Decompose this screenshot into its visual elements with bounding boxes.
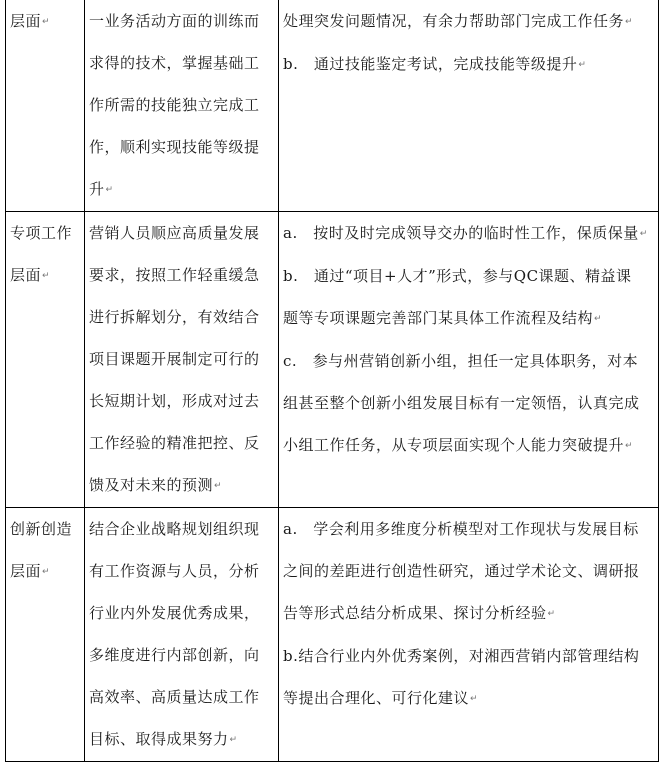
requirement-line: 营销人员顺应高质量发展	[89, 224, 260, 242]
paragraph-mark-icon: ↵	[42, 567, 50, 577]
paragraph-mark-icon: ↵	[214, 481, 222, 491]
requirement-line: 求得的技术，掌握基础工	[89, 54, 260, 72]
paragraph-mark-icon: ↵	[578, 60, 586, 70]
requirement-cell	[85, 212, 279, 508]
category-line: 层面↵	[10, 266, 50, 284]
requirement-line: 目标、取得成果努力↵	[89, 730, 238, 748]
requirement-line: 作，顺利实现技能等级提	[89, 138, 260, 156]
requirement-cell	[85, 0, 279, 212]
requirement-cell	[85, 508, 279, 762]
measure-line: 组甚至整个创新小组发展目标有一定领悟，认真完成	[283, 394, 640, 412]
requirement-line: 工作经验的精准把控、反	[89, 434, 260, 452]
measure-line: 之间的差距进行创造性研究，通过学术论文、调研报	[283, 562, 640, 580]
category-line: 层面↵	[10, 12, 50, 30]
requirement-line: 结合企业战略规划组织现	[89, 520, 260, 538]
paragraph-mark-icon: ↵	[470, 694, 478, 704]
measures-cell	[279, 508, 659, 762]
paragraph-mark-icon: ↵	[105, 185, 114, 195]
requirement-line: 有工作资源与人员，分析	[89, 562, 260, 580]
requirement-line: 一业务活动方面的训练而	[89, 12, 260, 30]
requirement-line: 高效率、高质量达成工作	[89, 688, 260, 706]
requirement-line: 作所需的技能独立完成工	[89, 96, 260, 114]
measure-line: 等提出合理化、可行化建议↵	[283, 689, 478, 707]
measure-line: c. 参与州营销创新小组，担任一定具体职务，对本	[283, 352, 639, 370]
requirement-line: 馈及对未来的预测↵	[89, 476, 222, 494]
table-row	[6, 212, 659, 508]
category-cell	[6, 212, 85, 508]
paragraph-mark-icon: ↵	[625, 17, 633, 27]
paragraph-mark-icon: ↵	[625, 441, 633, 451]
measure-line: b.结合行业内外优秀案例，对湘西营销内部管理结构	[283, 647, 640, 665]
requirement-line: 要求，按照工作轻重缓急	[89, 266, 260, 284]
requirement-line: 行业内外发展优秀成果，	[89, 604, 260, 622]
requirement-line: 长短期计划，形成对过去	[89, 392, 260, 410]
measure-line: a. 按时及时完成领导交办的临时性工作，保质保量↵	[283, 224, 648, 242]
measure-line: 处理突发问题情况，有余力帮助部门完成工作任务↵	[283, 12, 633, 30]
table-row	[6, 0, 659, 212]
measure-line: 小组工作任务，从专项层面实现个人能力突破提升↵	[283, 436, 633, 454]
paragraph-mark-icon: ↵	[229, 735, 238, 745]
plan-table	[5, 0, 659, 762]
table-row	[6, 508, 659, 762]
paragraph-mark-icon: ↵	[594, 314, 602, 324]
measure-line: b. 通过技能鉴定考试，完成技能等级提升↵	[283, 55, 586, 73]
measure-line: 告等形式总结分析成果、探讨分析经验↵	[283, 604, 556, 622]
category-cell	[6, 0, 85, 212]
measures-cell	[279, 212, 659, 508]
requirement-line: 升↵	[89, 180, 114, 198]
paragraph-mark-icon: ↵	[42, 271, 50, 281]
paragraph-mark-icon: ↵	[42, 17, 50, 27]
requirement-line: 多维度进行内部创新，向	[89, 646, 260, 664]
measure-line: b. 通过“项目+人才”形式，参与QC课题、精益课	[283, 267, 632, 285]
measure-line: a. 学会利用多维度分析模型对工作现状与发展目标	[283, 520, 639, 538]
requirement-line: 进行拆解划分，有效结合	[89, 308, 260, 326]
measure-line: 题等专项课题完善部门某具体工作流程及结构↵	[283, 309, 602, 327]
measures-cell	[279, 0, 659, 212]
category-line: 层面↵	[10, 562, 50, 580]
requirement-line: 项目课题开展制定可行的	[89, 350, 260, 368]
category-line: 专项工作	[10, 224, 73, 242]
paragraph-mark-icon: ↵	[547, 609, 556, 619]
category-cell	[6, 508, 85, 762]
paragraph-mark-icon: ↵	[639, 229, 648, 239]
category-line: 创新创造	[10, 520, 73, 538]
